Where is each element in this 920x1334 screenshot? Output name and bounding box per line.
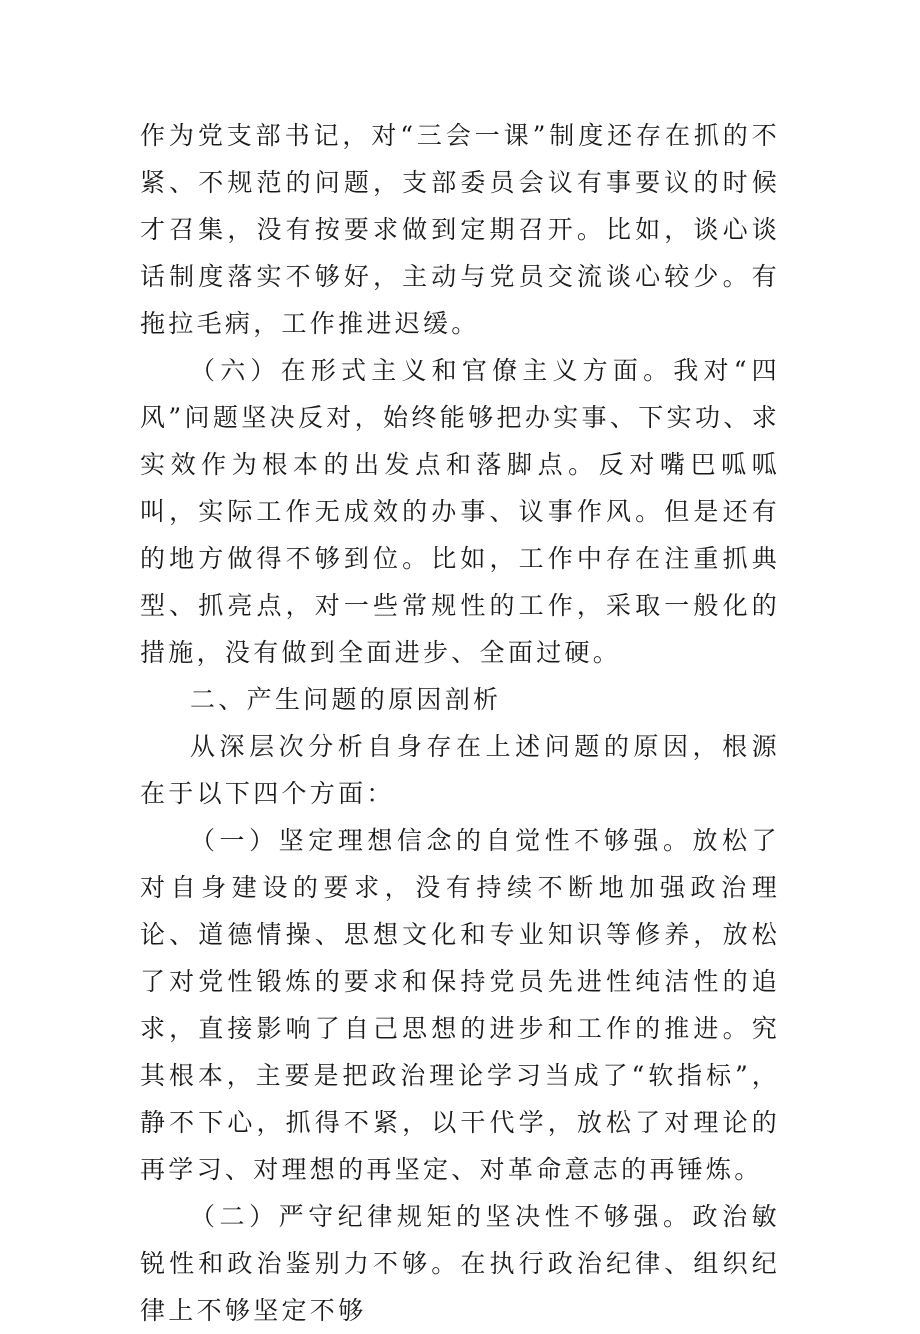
section-heading-causes: 二、产生问题的原因剖析 bbox=[190, 685, 502, 714]
paragraph-ideals-faith: （一）坚定理想信念的自觉性不够强。放松了对自身建设的要求，没有持续不断地加强政治理论、道德情操、思想文化和专业知识等修养，放松了对党性锻炼的要求和保持党员先进性纯洁性的追求，直接影响了自己思想的进步和工作的推进。究其根本，主要是把政治理论学习当成了“软指标”，静不下心，抓得不紧，以干代学，放松了对理论的再学习、对理想的再坚定、对革命意志的再锤炼。 bbox=[140, 826, 780, 1184]
paragraph-formalism: （六）在形式主义和官僚主义方面。我对“四风”问题坚决反对，始终能够把办实事、下实功、求实效作为根本的出发点和落脚点。反对嘴巴呱呱叫，实际工作无成效的办事、议事作风。但是还有的地方做得不够到位。比如，工作中存在注重抓典型、抓亮点，对一些常规性的工作，采取一般化的措施，没有做到全面进步、全面过硬。 bbox=[140, 356, 780, 667]
paragraph-causes-intro: 从深层次分析自身存在上述问题的原因，根源在于以下四个方面： bbox=[140, 732, 780, 808]
document-body bbox=[140, 112, 780, 1334]
paragraph-party-secretary: 作为党支部书记，对“三会一课”制度还存在抓的不紧、不规范的问题，支部委员会议有事要议的时候才召集，没有按要求做到定期召开。比如，谈心谈话制度落实不够好，主动与党员交流谈心较少。有拖拉毛病，工作推进迟缓。 bbox=[140, 121, 780, 338]
paragraph-discipline: （二）严守纪律规矩的坚决性不够强。政治敏锐性和政治鉴别力不够。在执行政治纪律、组织纪律上不够坚定不够 bbox=[140, 1202, 780, 1325]
